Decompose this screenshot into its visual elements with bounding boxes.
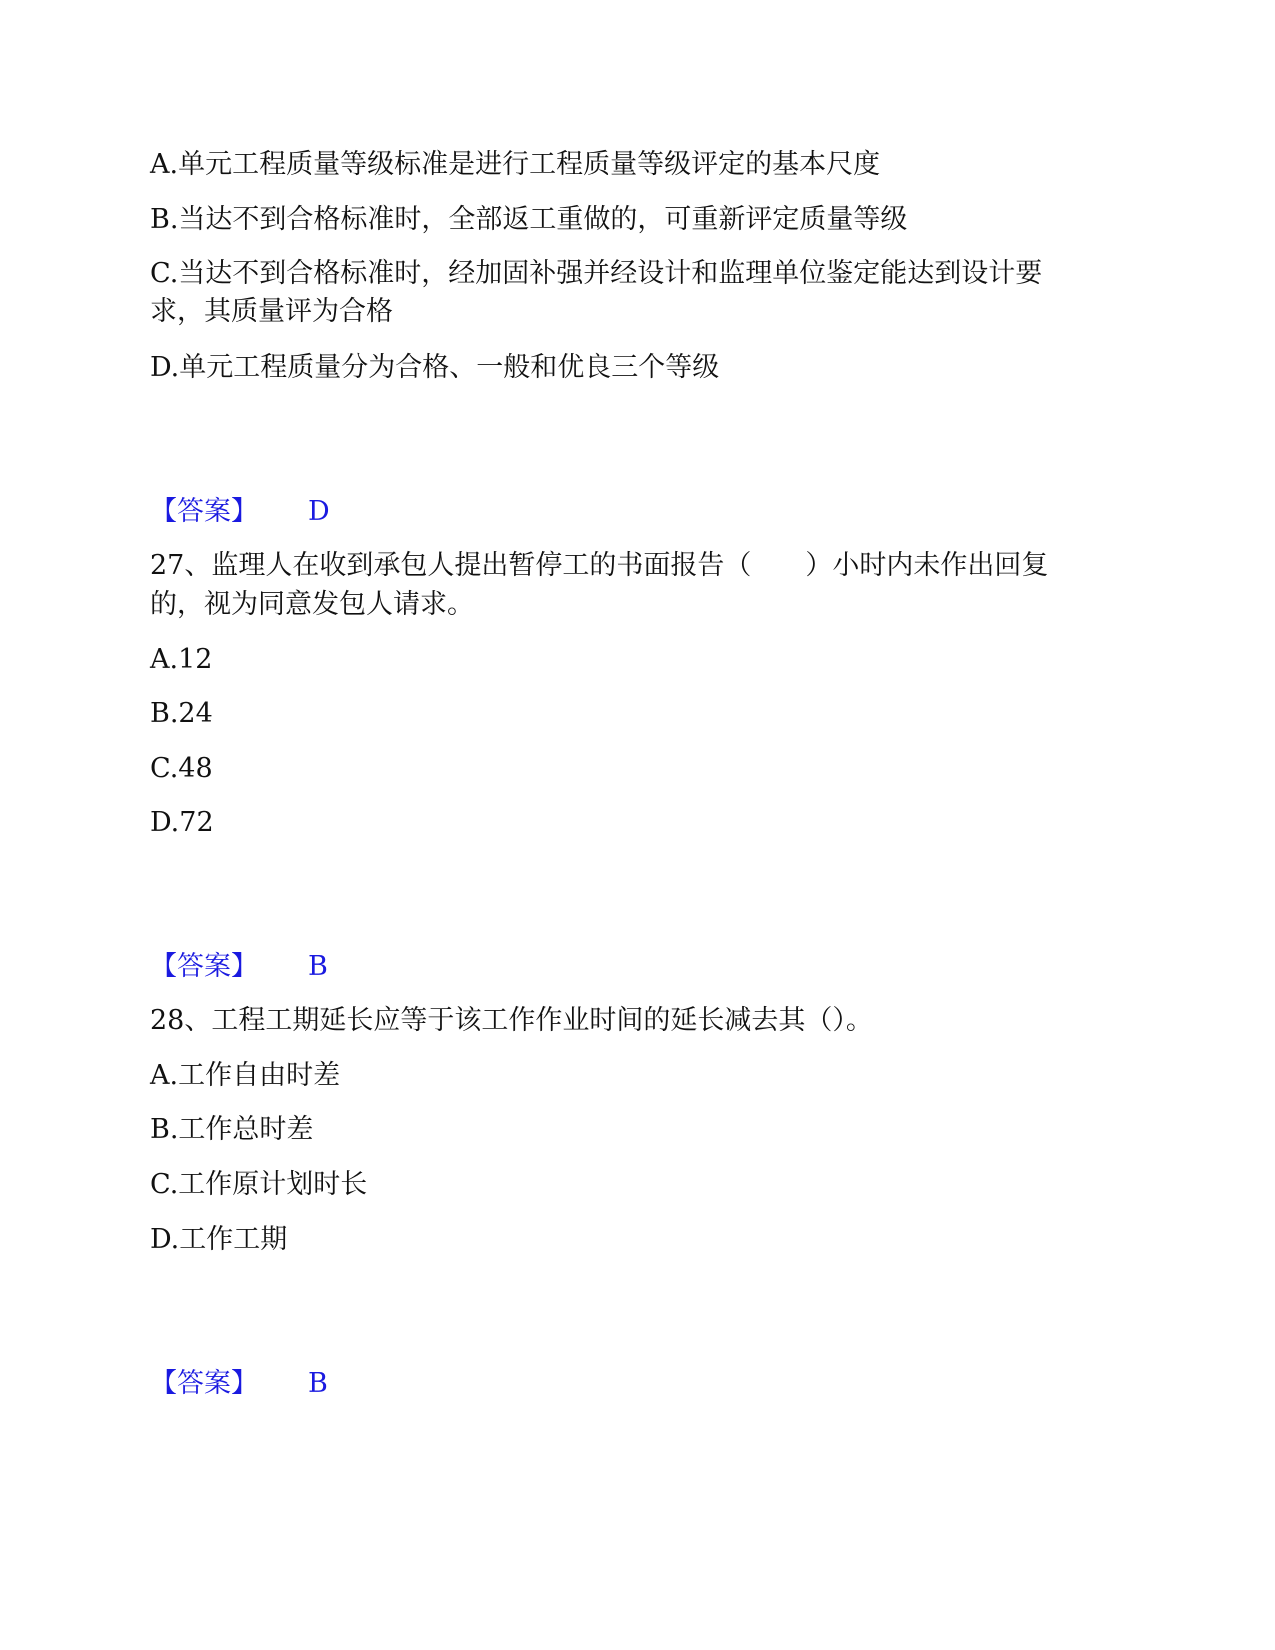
q26-option-a: A.单元工程质量等级标准是进行工程质量等级评定的基本尺度 <box>150 149 881 180</box>
answer-value: B <box>308 951 328 982</box>
q27-option-b: B.24 <box>150 698 213 729</box>
q27-option-d: D.72 <box>150 807 214 838</box>
q27-answer <box>150 947 328 987</box>
answer-label: 【答案】 <box>150 496 258 527</box>
q27-stem-line1: 27、监理人在收到承包人提出暂停工的书面报告（ ）小时内未作出回复 <box>150 550 1049 581</box>
q27-stem-line2: 的，视为同意发包人请求。 <box>150 589 474 620</box>
q28-option-a: A.工作自由时差 <box>150 1060 341 1091</box>
q26-option-c: C.当达不到合格标准时，经加固补强并经设计和监理单位鉴定能达到设计要 <box>150 258 1043 289</box>
q28-stem: 28、工程工期延长应等于该工作作业时间的延长减去其（）。 <box>150 1005 873 1036</box>
q27-option-c: C.48 <box>150 753 213 784</box>
q28-option-b: B.工作总时差 <box>150 1114 314 1145</box>
q26-option-c-cont: 求，其质量评为合格 <box>150 296 393 327</box>
q28-option-d: D.工作工期 <box>150 1224 288 1255</box>
q28-option-c: C.工作原计划时长 <box>150 1169 368 1200</box>
q26-answer <box>150 492 330 532</box>
q26-option-d: D.单元工程质量分为合格、一般和优良三个等级 <box>150 352 720 383</box>
answer-value: B <box>308 1368 328 1399</box>
answer-label: 【答案】 <box>150 951 258 982</box>
q26-option-b: B.当达不到合格标准时，全部返工重做的，可重新评定质量等级 <box>150 204 908 235</box>
q28-answer <box>150 1364 328 1404</box>
q27-option-a: A.12 <box>150 644 213 675</box>
answer-value: D <box>308 496 330 527</box>
answer-label: 【答案】 <box>150 1368 258 1399</box>
